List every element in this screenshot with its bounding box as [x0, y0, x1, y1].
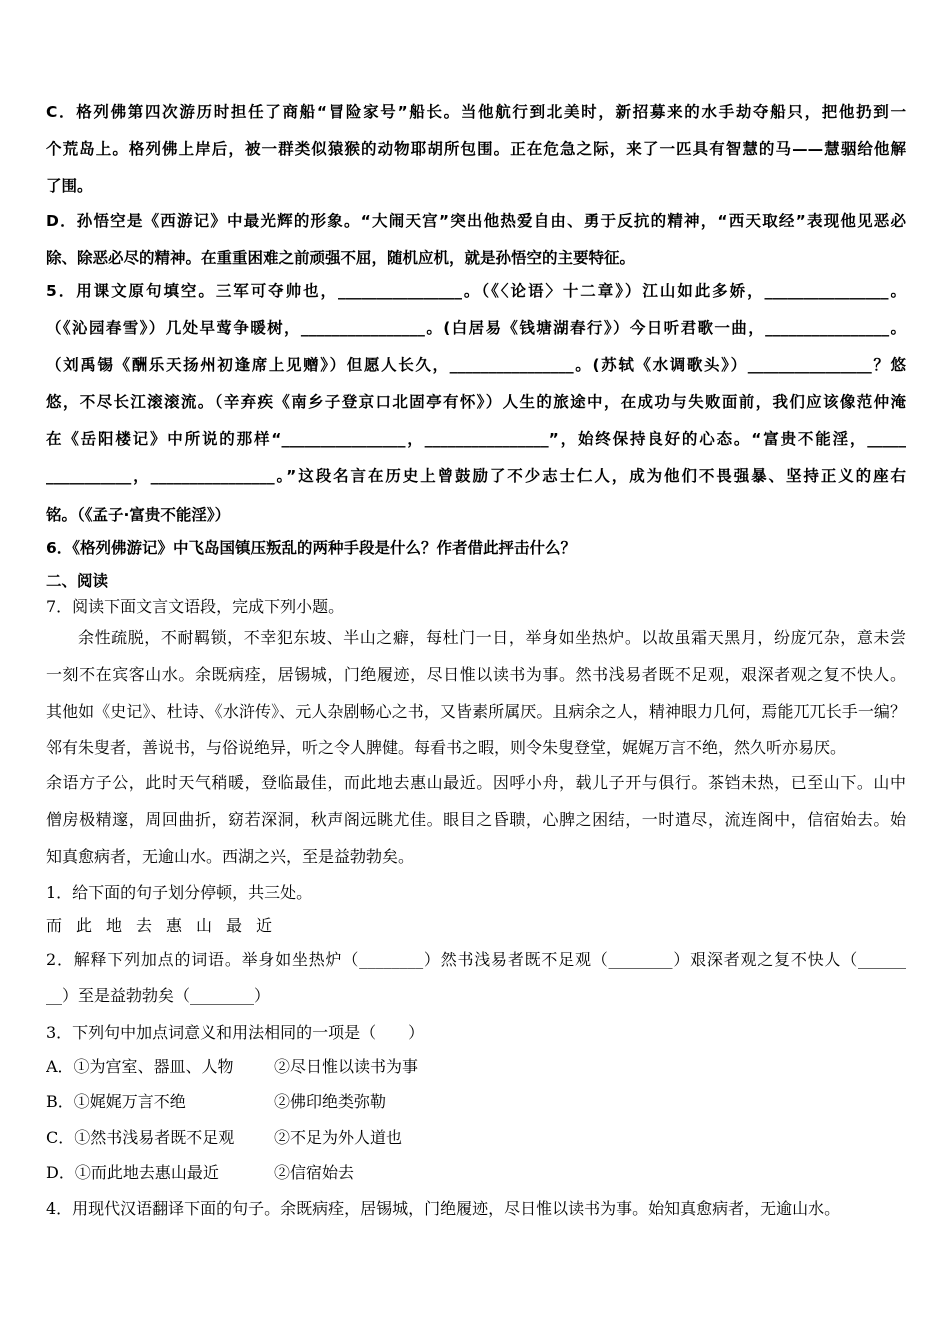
text-line: D．孙悟空是《西游记》中最光辉的形象。“大闹天宫”突出他热爱自由、勇于反抗的精神，“西天取经”表现他见恶必	[46, 212, 906, 230]
text-line: 3．下列句中加点词意义和用法相同的一项是（ ）	[46, 1023, 425, 1042]
text-line: ___________，________________。”这段名言在历史上曾鼓励了不少志士仁人，成为他们不畏强暴、坚持正义的座右	[46, 467, 906, 485]
option-second: ②不足为外人道也	[274, 1128, 403, 1147]
text-line: 邻有朱叟者，善说书，与俗说绝异，听之令人脾健。每看书之暇，则令朱叟登堂，娓娓万言不绝，然久听亦易厌。	[46, 738, 847, 757]
option-first: B．①娓娓万言不绝	[46, 1092, 186, 1111]
text-line: （《沁园春雪》）几处早莺争暖树，________________。(白居易《钱塘湖春行》）今日听君歌一曲，________________。	[46, 319, 906, 337]
text-line: 2．解释下列加点的词语。举身如坐热炉（________）然书浅易者既不足观（________）艰深者观之复不快人（______	[46, 950, 906, 969]
option-second: ②佛印绝类弥勒	[274, 1092, 387, 1111]
text-line: __）至是益勃勃矣（________）	[46, 986, 271, 1005]
text-line: 除、除恶必尽的精神。在重重困难之前顽强不屈，随机应机，就是孙悟空的主要特征。	[46, 249, 636, 267]
text-line: 一刻不在宾客山水。余既病痊，居锡城，门绝履迹，尽日惟以读书为事。然书浅易者既不足观，艰深者观之复不快人。	[46, 665, 906, 684]
text-line: 个荒岛上。格列佛上岸后，被一群类似猿猴的动物耶胡所包围。正在危急之际，来了一匹具有智慧的马——慧骃给他解	[46, 140, 906, 158]
text-line: 7．阅读下面文言文语段，完成下列小题。	[46, 597, 345, 616]
option-first: A．①为宫室、器皿、人物	[46, 1057, 234, 1076]
text-line: 而此地去惠山最近	[46, 916, 287, 935]
text-line: 僧房极精邃，周回曲折，窈若深洞，秋声阁远眺尤佳。眼目之昏聩，心脾之困结，一时遣尽，流连阁中，信宿始去。始	[46, 810, 906, 829]
text-line: 铭。（《孟子·富贵不能淫》）	[46, 506, 231, 524]
text-line: 余性疏脱，不耐羁锁，不幸犯东坡、半山之癖，每杜门一日，举身如坐热炉。以故虽霜天黑月，纷庞冗杂，意未尝	[78, 628, 906, 647]
option-second: ②信宿始去	[274, 1163, 355, 1182]
text-line: 在《岳阳楼记》中所说的那样“________________，________________”，始终保持良好的心态。“富贵不能淫，_____	[46, 430, 906, 448]
option-second: ②尽日惟以读书为事	[274, 1057, 419, 1076]
text-line: 了围。	[46, 177, 93, 195]
text-line: 1．给下面的句子划分停顿，共三处。	[46, 883, 313, 902]
text-line: 6．《格列佛游记》中飞岛国镇压叛乱的两种手段是什么？作者借此抨击什么？	[46, 539, 577, 557]
text-line: （刘禹锡《酬乐天扬州初逢席上见赠》）但愿人长久，________________。(苏轼《水调歌头》）________________？悠	[46, 356, 906, 374]
option-first: C．①然书浅易者既不足观	[46, 1128, 235, 1147]
option-first: D．①而此地去惠山最近	[46, 1163, 219, 1182]
text-line: 二、阅读	[46, 572, 109, 590]
text-line: 知真愈病者，无逾山水。西湖之兴，至是益勃勃矣。	[46, 847, 415, 866]
text-line: 其他如《史记》、杜诗、《水浒传》、元人杂剧畅心之书，又皆素所属厌。且病余之人，精神眼力几何，焉能兀兀长手一编？	[46, 702, 906, 721]
text-line: 余语方子公，此时天气稍暖，登临最佳，而此地去惠山最近。因呼小舟，载儿子开与俱行。茶铛未热，已至山下。山中	[46, 773, 906, 792]
text-line: 悠，不尽长江滚滚流。（辛弃疾《南乡子登京口北固亭有怀》）人生的旅途中，在成功与失败面前，我们应该像范仲淹	[46, 393, 906, 411]
text-line: 5．用课文原句填空。三军可夺帅也，________________。（《〈论语〉十二章》）江山如此多娇，________________。	[46, 282, 906, 300]
text-line: C．格列佛第四次游历时担任了商船“冒险家号”船长。当他航行到北美时，新招募来的水手劫夺船只，把他扔到一	[46, 103, 906, 121]
question-4: 4．用现代汉语翻译下面的句子。余既病痊，居锡城，门绝履迹，尽日惟以读书为事。始知真愈病者，无逾山水。	[46, 1199, 841, 1218]
